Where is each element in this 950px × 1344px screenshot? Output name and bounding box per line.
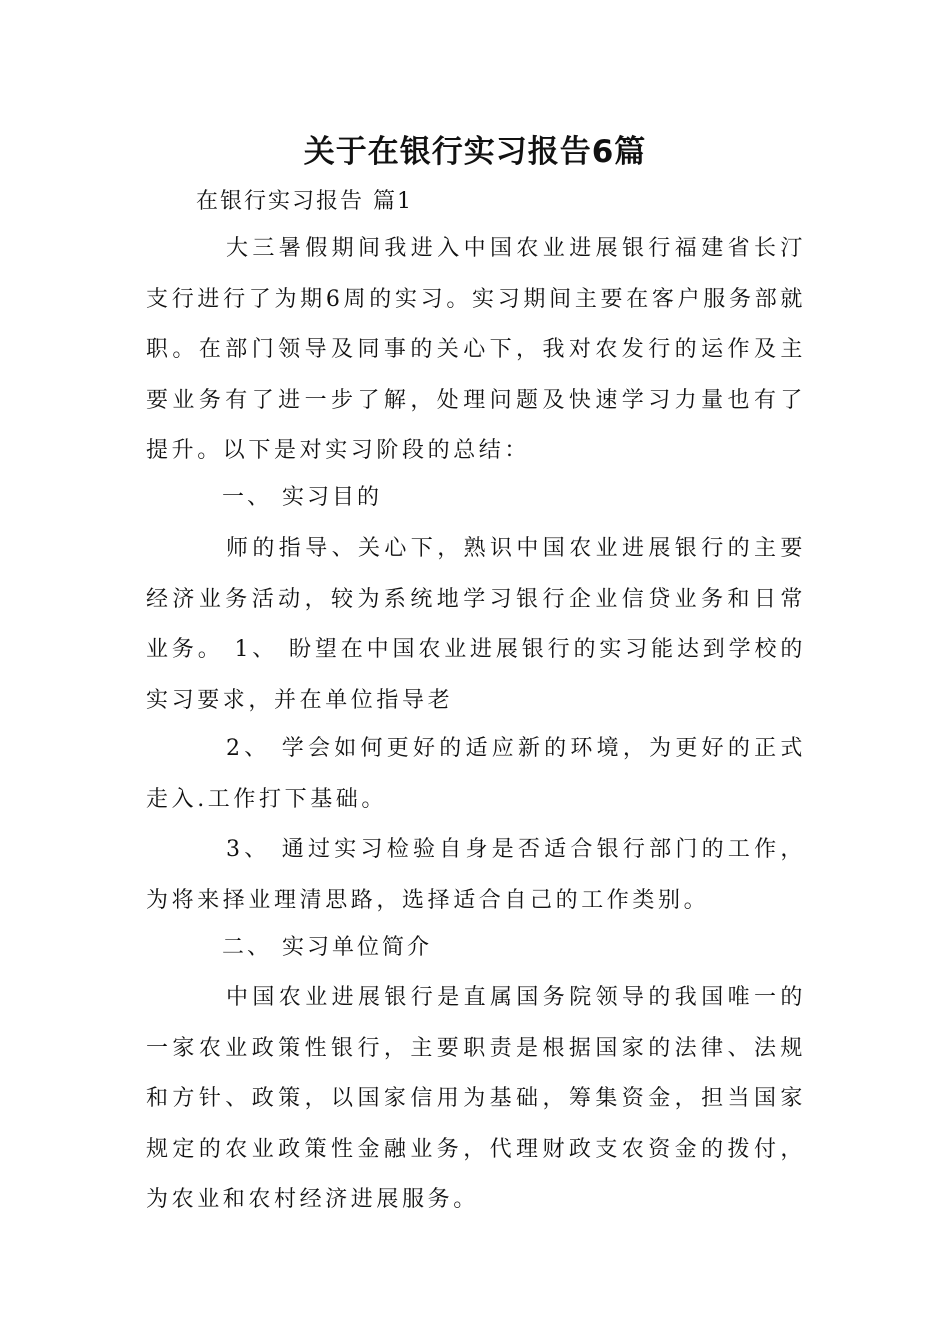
paragraph-unit-intro: 中国农业进展银行是直属国务院领导的我国唯一的一家农业政策性银行，主要职责是根据国家的法律、法规和方针、政策，以国家信用为基础，筹集资金，担当国家规定的农业政策性金融业务，代理财政支农资金的拨付，为农业和农村经济进展服务。 <box>146 985 806 1212</box>
paragraph-purpose: 师的指导、关心下，熟识中国农业进展银行的主要经济业务活动，较为系统地学习银行企业信贷业务和日常业务。 1、 盼望在中国农业进展银行的实习能达到学校的实习要求，并在单位指导老 <box>146 536 806 713</box>
section-subtitle: 在银行实习报告 篇1 <box>196 189 413 214</box>
paragraph-point-2: 2、 学会如何更好的适应新的环境，为更好的正式走入.工作打下基础。 <box>146 736 806 812</box>
heading-unit-intro: 二、 实习单位简介 <box>222 935 432 960</box>
document-title: 关于在银行实习报告6篇 <box>303 134 647 170</box>
paragraph-point-3: 3、 通过实习检验自身是否适合银行部门的工作，为将来择业理清思路，选择适合自己的工作类别。 <box>146 837 806 913</box>
paragraph-intro: 大三暑假期间我进入中国农业进展银行福建省长汀支行进行了为期6周的实习。实习期间主要在客户服务部就职。在部门领导及同事的关心下，我对农发行的运作及主要业务有了进一步了解，处理问题及快速学习力量也有了提升。以下是对实习阶段的总结： <box>146 236 806 463</box>
heading-purpose: 一、 实习目的 <box>222 485 382 510</box>
